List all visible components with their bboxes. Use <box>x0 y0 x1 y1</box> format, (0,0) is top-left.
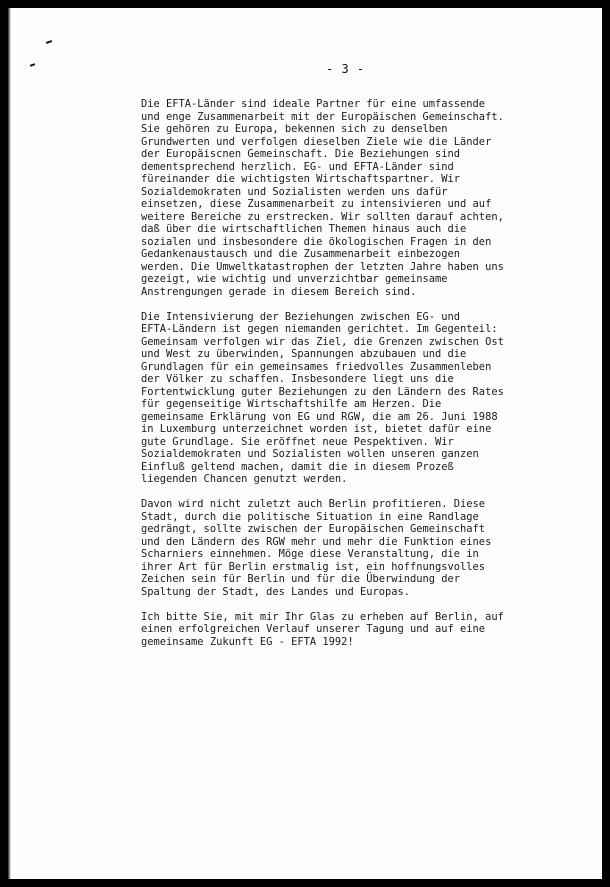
paragraph-berlin: Davon wird nicht zuletzt auch Berlin profitieren. Diese Stadt, durch die politische Situation in eine Randlage gedrängt, sollte zwischen der Europäischen Gemeinschaft und den Ländern des RGW mehr und mehr die Funktion eines Scharniers einnehmen. Möge diese Veranstaltung, die in ihrer Art für Berlin erstmalig ist, ein hoffnungsvolles Zeichen sein für Berlin und für die Überwindung der Spaltung der Stadt, des Landes und Europas. <box>141 498 492 598</box>
paragraph-efta-partners: Die EFTA-Länder sind ideale Partner für eine umfassende und enge Zusammenarbeit mit der Europäischen Gemeinschaft. Sie gehören zu Europa, bekennen sich zu denselben Grundwerten und verfolgen dieselben Ziele wie die Länder der Europäiscnen Gemeinschaft. Die Beziehungen sind dementsprechend herzlich. EG- und EFTA-Länder sind füreinander die wichtigsten Wirtschaftspartner. Wir Sozialdemokraten und Sozialisten werden uns dafür einsetzen, diese Zusammenarbeit zu intensivieren und auf weitere Bereiche zu erstrecken. Wir sollten darauf achten, daß über die wirtschaftlichen Themen hinaus auch die sozialen und insbesondere die ökologischen Fragen in den Gedankenaustausch und die Zusammenarbeit einbezogen werden. Die Umweltkatastrophen der letzten Jahre haben uns gezeigt, wie wichtig und unverzichtbar gemeinsame Anstrengungen gerade in diesem Bereich sind. <box>141 98 504 298</box>
scan-edge <box>8 8 11 879</box>
scan-mark <box>30 63 35 66</box>
page-number: - 3 - <box>326 62 365 76</box>
paragraph-intensification: Die Intensivierung der Beziehungen zwischen EG- und EFTA-Ländern ist gegen niemanden gerichtet. Im Gegenteil: Gemeinsam verfolgen wir das Ziel, die Grenzen zwischen Ost und West zu überwinden, Spannungen abzubauen und die Grundlagen für ein gemeinsames friedvolles Zusammenleben der Völker zu schaffen. Insbesondere liegt uns die Fortentwicklung guter Beziehungen zu den Ländern des Rates für gegenseitige Wirtschaftshilfe am Herzen. Die gemeinsame Erklärung von EG und RGW, die am 26. Juni 1988 in Luxemburg unterzeichnet worden ist, bietet dafür eine gute Grundlage. Sie eröffnet neue Pespektiven. Wir Sozialdemokraten und Sozialisten wollen unseren ganzen Einfluß geltend machen, damit die in diesem Prozeß liegenden Chancen genutzt werden. <box>141 310 504 485</box>
document-page <box>8 8 602 879</box>
scan-mark <box>46 40 52 44</box>
letter-body <box>141 98 591 661</box>
paragraph-toast: Ich bitte Sie, mit mir Ihr Glas zu erheben auf Berlin, auf einen erfolgreichen Verlauf unserer Tagung und auf eine gemeinsame Zukunft EG - EFTA 1992! <box>141 610 504 648</box>
